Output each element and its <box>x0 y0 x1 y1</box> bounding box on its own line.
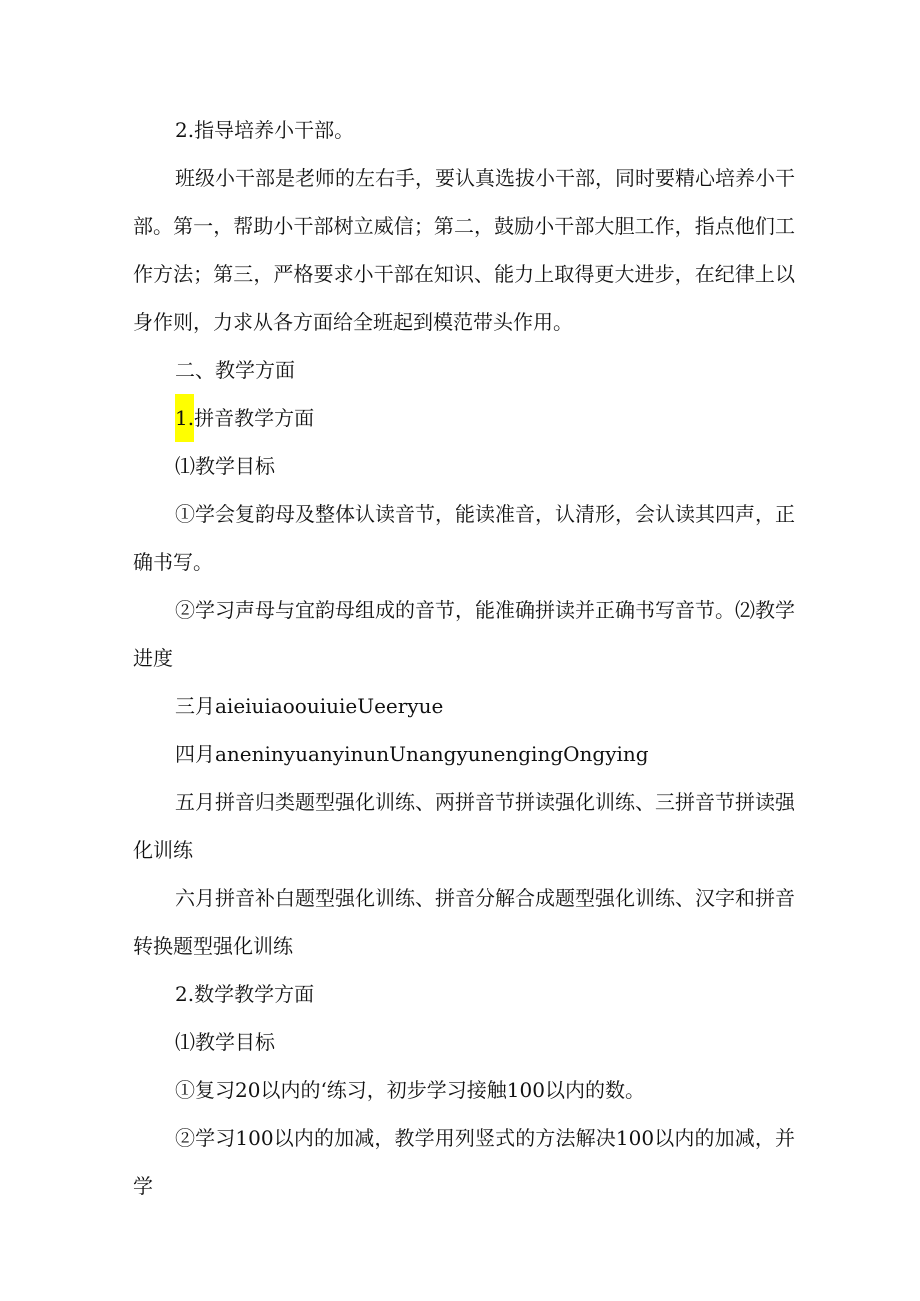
paragraph-pinyin-goals: ⑴教学目标 <box>175 454 275 478</box>
paragraph-goal-2: ②学习声母与宜韵母组成的音节，能准确拼读并正确书写音节。⑵教学进度 <box>133 598 795 670</box>
pinyin-heading-text: 拼音教学方面 <box>194 406 315 430</box>
paragraph-pinyin-heading <box>133 394 795 442</box>
paragraph-section-2-heading: 2.指导培养小干部。 <box>175 118 355 142</box>
paragraph-class-cadres: 班级小干部是老师的左右手，要认真选拔小干部，同时要精心培养小干部。第一，帮助小干部树立威信；第二，鼓励小干部大胆工作，指点他们工作方法；第三，严格要求小干部在知识、能力上取得更大进步，在纪律上以身作则，力求从各方面给全班起到模范带头作用。 <box>133 166 795 334</box>
paragraph-goal-1: ①学会复韵母及整体认读音节，能读准音，认清形，会认读其四声，正确书写。 <box>133 502 795 574</box>
paragraph-math-goal-2: ②学习100以内的加减，教学用列竖式的方法解决100以内的加减，并学 <box>133 1126 795 1198</box>
paragraph-math-heading: 2.数学教学方面 <box>175 982 315 1006</box>
paragraph-june: 六月拼音补白题型强化训练、拼音分解合成题型强化训练、汉字和拼音转换题型强化训练 <box>133 886 795 958</box>
paragraph-march: 三月aieiuiaoouiuieUeeryue <box>175 694 444 718</box>
paragraph-teaching-heading: 二、教学方面 <box>175 358 295 382</box>
paragraph-math-goal-1: ①复习20以内的‘练习，初步学习接触100以内的数。 <box>175 1078 645 1102</box>
paragraph-may: 五月拼音归类题型强化训练、两拼音节拼读强化训练、三拼音节拼读强化训练 <box>133 790 795 862</box>
paragraph-april: 四月aneninyuanyinunUnangyunengingOngying <box>175 742 649 766</box>
paragraph-math-goals: ⑴教学目标 <box>175 1030 275 1054</box>
highlighted-number: 1. <box>175 394 194 442</box>
